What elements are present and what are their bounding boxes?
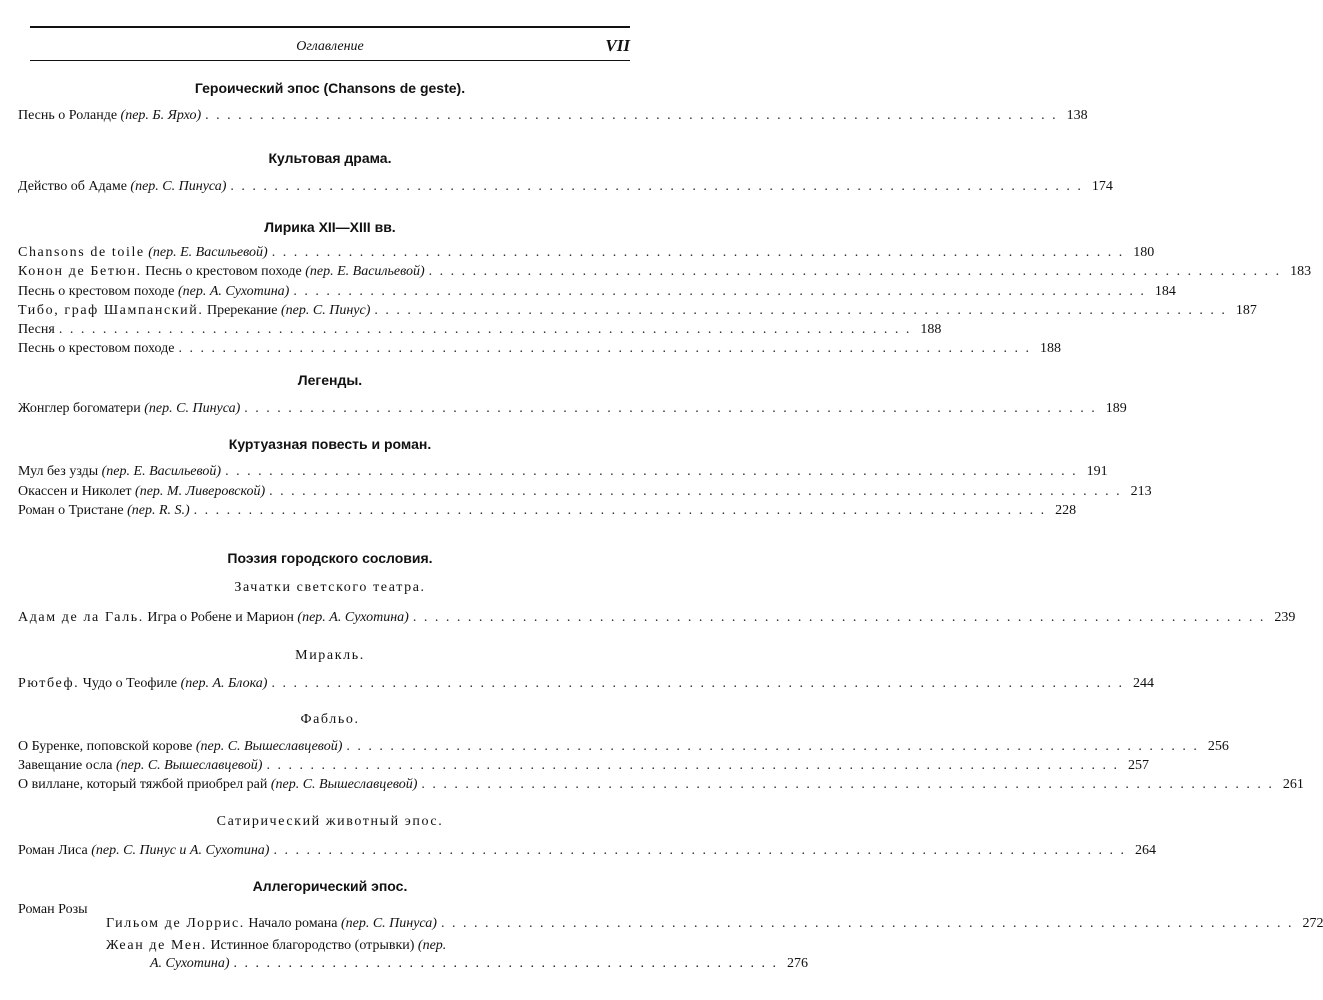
entry-translator: (пер. Е. Васильевой) (101, 464, 222, 479)
leader-dots (194, 503, 1047, 519)
section-heading: Куртуазная повесть и роман. (228, 436, 432, 452)
entry-title: Игра о Робене и Марион (147, 610, 294, 625)
entry-translator: (пер. С. Пинуса) (130, 179, 227, 194)
toc-entry[interactable] (18, 843, 1156, 861)
toc-entry-continuation[interactable] (150, 956, 809, 972)
entry-title: Песнь о крестовом походе (145, 264, 302, 279)
entry-page: 261 (1282, 777, 1304, 792)
entry-page: 174 (1091, 179, 1113, 194)
leader-dots (346, 739, 1199, 755)
leader-dots (429, 264, 1282, 280)
entry-title: Песнь о крестовом походе (18, 341, 175, 356)
toc-entry[interactable] (18, 739, 1229, 757)
entry-title: Пререкание (206, 303, 278, 318)
entry-translator: (пер. А. Сухотина) (297, 610, 409, 625)
entry-author: Конон де Бетюн. (18, 264, 142, 279)
entry-translator: (пер. С. Пинус) (281, 303, 371, 318)
leader-dots (293, 284, 1146, 300)
entry-translator: (пер. Б. Ярхо) (120, 108, 202, 123)
entry-translator: (пер. С. Пинуса) (144, 401, 241, 416)
toc-entry[interactable] (18, 341, 1061, 359)
toc-entry[interactable] (106, 938, 625, 956)
section-heading: Легенды. (297, 372, 363, 388)
entry-title: Роман Лиса (18, 843, 88, 858)
entry-author: Адам де ла Галь. (18, 610, 144, 625)
leader-dots (271, 676, 1124, 692)
entry-translator: (пер. Е. Васильевой) (148, 245, 268, 260)
toc-entry[interactable] (18, 676, 1154, 694)
entry-title: Начало романа (248, 916, 338, 931)
toc-entry[interactable] (18, 108, 1088, 126)
leader-dots (59, 322, 912, 338)
entry-title: Окассен и Николет (18, 484, 132, 499)
entry-author: Жеан де Мен. (106, 938, 207, 953)
entry-translator: (пер. С. Вышеславцевой) (270, 777, 418, 792)
entry-page: 191 (1086, 464, 1108, 479)
page-number: VII (605, 36, 630, 55)
subsection-heading: Сатирический животный эпос. (216, 814, 444, 829)
entry-author: Chansons de toile (18, 245, 145, 260)
toc-entry[interactable] (18, 610, 1296, 628)
entry-page: 187 (1235, 303, 1257, 318)
toc-entry[interactable] (18, 464, 1108, 482)
entry-page: 189 (1105, 401, 1127, 416)
entry-title: Песня (18, 322, 55, 337)
leader-dots (244, 401, 1097, 417)
entry-page: 257 (1127, 758, 1149, 773)
entry-translator: (пер. R. S.) (127, 503, 190, 518)
toc-entry[interactable] (106, 916, 1323, 934)
subsection-heading: Фабльо. (300, 712, 360, 727)
entry-translator: А. Сухотина) (150, 956, 230, 971)
entry-title: Завещание осла (18, 758, 113, 773)
entry-title: Роман о Тристане (18, 503, 124, 518)
running-header (30, 36, 630, 58)
entry-page: 239 (1274, 610, 1296, 625)
entry-translator: (пер. Е. Васильевой) (305, 264, 425, 279)
leader-dots (178, 341, 1031, 357)
section-heading: Поэзия городского сословия. (227, 550, 433, 566)
entry-page: 213 (1130, 484, 1152, 499)
toc-entry[interactable] (18, 777, 1304, 795)
entry-translator: (пер. С. Пинус и А. Сухотина) (91, 843, 270, 858)
toc-entry[interactable] (18, 303, 1257, 321)
toc-entry[interactable] (18, 484, 1152, 502)
entry-page: 256 (1207, 739, 1229, 754)
entry-translator: (пер. М. Ливеровской) (135, 484, 266, 499)
leader-dots (441, 916, 1294, 932)
leader-dots (205, 108, 1058, 124)
toc-entry[interactable] (18, 503, 1077, 521)
leader-dots (413, 610, 1266, 626)
leader-dots (230, 179, 1083, 195)
leader-dots (266, 758, 1119, 774)
leader-dots (374, 303, 1227, 319)
entry-translator: (пер. С. Пинуса) (340, 916, 437, 931)
entry-translator: (пер. А. Сухотина) (177, 284, 290, 299)
toc-entry[interactable] (18, 245, 1155, 263)
entry-translator: (пер. С. Вышеславцевой) (195, 739, 343, 754)
entry-page: 180 (1133, 245, 1155, 260)
entry-page: 138 (1066, 108, 1088, 123)
entry-page: 244 (1132, 676, 1154, 691)
entry-page: 272 (1302, 916, 1323, 931)
section-heading: Аллегорический эпос. (252, 878, 408, 894)
entry-page: 264 (1134, 843, 1156, 858)
entry-page: 228 (1055, 503, 1077, 518)
leader-dots: . . . . . . . . . . . . . . . . . . . . . . . . . . . . . . . . . . . . . . . . . . . . . . . . . . (233, 956, 779, 971)
subsection-heading: Зачатки светского театра. (234, 580, 426, 595)
toc-entry[interactable] (18, 284, 1176, 302)
toc-entry[interactable] (18, 322, 942, 340)
toc-entry[interactable] (18, 179, 1113, 197)
entry-translator: (пер. А. Блока) (180, 676, 268, 691)
entry-title: Действо об Адаме (18, 179, 127, 194)
entry-author: Гильом де Лоррис. (106, 916, 245, 931)
subsection-heading: Миракль. (295, 648, 365, 663)
entry-page: 188 (920, 322, 942, 337)
running-title: Оглавление (296, 39, 364, 54)
entry-author: Тибо, граф Шампанский. (18, 303, 204, 318)
toc-entry[interactable] (18, 401, 1127, 419)
entry-title: Песнь о крестовом походе (18, 284, 175, 299)
entry-translator: (пер. (417, 938, 447, 953)
entry-page: 183 (1290, 264, 1312, 279)
entry-title: О виллане, который тяжбой приобрел рай (18, 777, 268, 792)
leader-dots (269, 484, 1122, 500)
leader-dots (421, 777, 1274, 793)
leader-dots (225, 464, 1078, 480)
entry-title: Истинное благородство (отрывки) (210, 938, 415, 953)
leader-dots (273, 843, 1126, 859)
top-rule (30, 26, 630, 28)
section-heading: Героический эпос (Chansons de geste). (194, 80, 466, 96)
section-heading: Культовая драма. (268, 150, 392, 166)
leader-dots (272, 245, 1125, 261)
entry-title: Мул без узды (18, 464, 99, 479)
entry-page: 276 (787, 956, 809, 971)
entry-page: 184 (1154, 284, 1176, 299)
work-title[interactable]: Роман Розы (18, 902, 88, 917)
entry-author: Рютбеф. (18, 676, 80, 691)
entry-title: Чудо о Теофиле (82, 676, 178, 691)
entry-title: О Буренке, поповской корове (18, 739, 193, 754)
header-rule (30, 60, 630, 61)
toc-entry[interactable] (18, 264, 1312, 282)
section-heading: Лирика XII—XIII вв. (264, 219, 396, 235)
entry-title: Песнь о Роланде (18, 108, 118, 123)
entry-translator: (пер. С. Вышеславцевой) (115, 758, 263, 773)
entry-page: 188 (1039, 341, 1061, 356)
entry-title: Жонглер богоматери (18, 401, 141, 416)
toc-entry[interactable] (18, 758, 1149, 776)
